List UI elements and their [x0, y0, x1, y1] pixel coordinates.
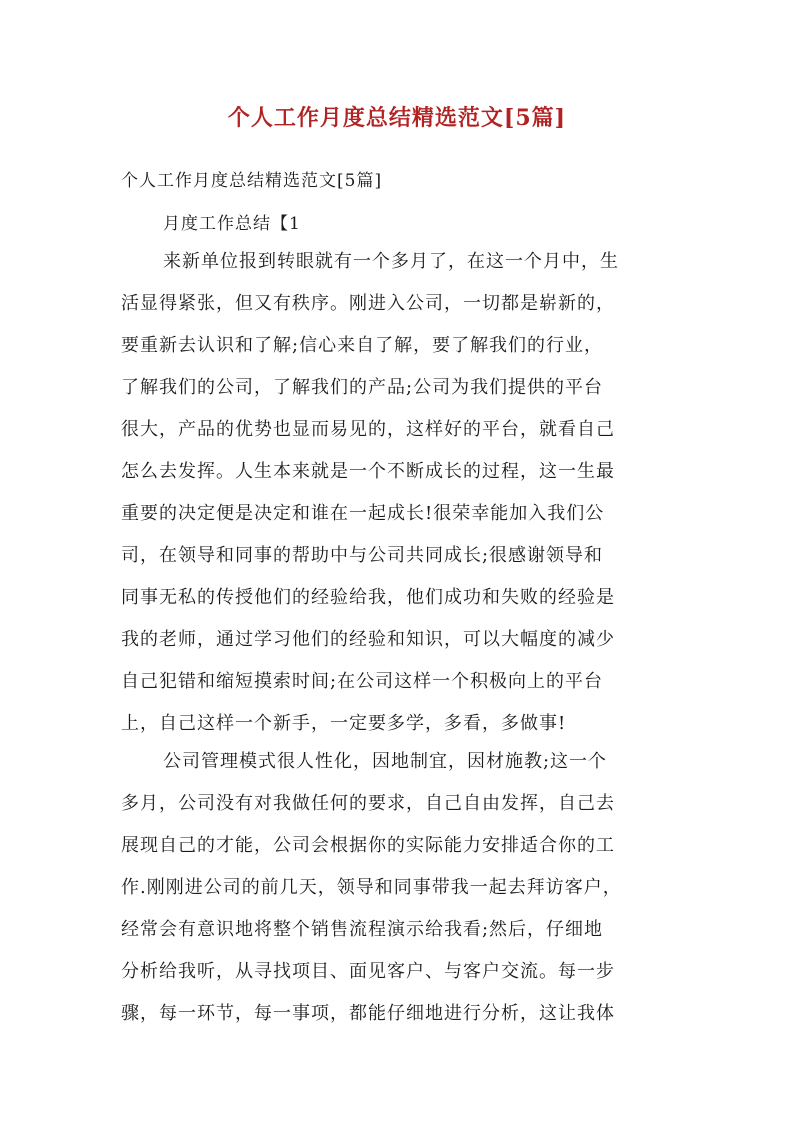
paragraph-line: 重要的决定便是决定和谁在一起成长!很荣幸能加入我们公 — [121, 503, 605, 524]
paragraph-line: 骤，每一环节，每一事项，都能仔细地进行分析，这让我体 — [121, 1003, 615, 1024]
paragraph-line: 同事无私的传授他们的经验给我，他们成功和失败的经验是 — [121, 587, 615, 608]
paragraph-line: 公司管理模式很人性化，因地制宜，因材施教;这一个 — [163, 751, 608, 772]
paragraph-line: 上，自己这样一个新手，一定要多学，多看，多做事! — [121, 713, 567, 734]
paragraph-line: 多月，公司没有对我做任何的要求，自己自由发挥，自己去 — [121, 793, 615, 814]
paragraph-1 — [121, 241, 681, 745]
paragraph-line: 分析给我听，从寻找项目、面见客户、与客户交流。每一步 — [121, 961, 615, 982]
paragraph-line: 要重新去认识和了解;信心来自了解，要了解我们的行业， — [121, 335, 604, 356]
paragraph-2 — [121, 741, 681, 1035]
paragraph-line: 我的老师，通过学习他们的经验和知识，可以大幅度的减少 — [121, 629, 615, 650]
document-subtitle: 个人工作月度总结精选范文[5篇] — [121, 171, 383, 191]
paragraph-line: 怎么去发挥。人生本来就是一个不断成长的过程，这一生最 — [121, 461, 615, 482]
document-title: 个人工作月度总结精选范文[5篇] — [227, 105, 567, 131]
section-heading: 月度工作总结【1 — [163, 214, 301, 234]
paragraph-line: 活显得紧张，但又有秩序。刚进入公司，一切都是崭新的， — [121, 293, 615, 314]
paragraph-line: 司，在领导和同事的帮助中与公司共同成长;很感谢领导和 — [121, 545, 604, 566]
paragraph-line: 作.刚刚进公司的前几天，领导和同事带我一起去拜访客户， — [121, 877, 622, 898]
paragraph-line: 来新单位报到转眼就有一个多月了，在这一个月中，生 — [163, 251, 619, 272]
paragraph-line: 展现自己的才能，公司会根据你的实际能力安排适合你的工 — [121, 835, 615, 856]
paragraph-line: 经常会有意识地将整个销售流程演示给我看;然后，仔细地 — [121, 919, 604, 940]
paragraph-line: 自己犯错和缩短摸索时间;在公司这样一个积极向上的平台 — [121, 671, 604, 692]
paragraph-line: 了解我们的公司，了解我们的产品;公司为我们提供的平台 — [121, 377, 604, 398]
paragraph-line: 很大，产品的优势也显而易见的，这样好的平台，就看自己 — [121, 419, 615, 440]
